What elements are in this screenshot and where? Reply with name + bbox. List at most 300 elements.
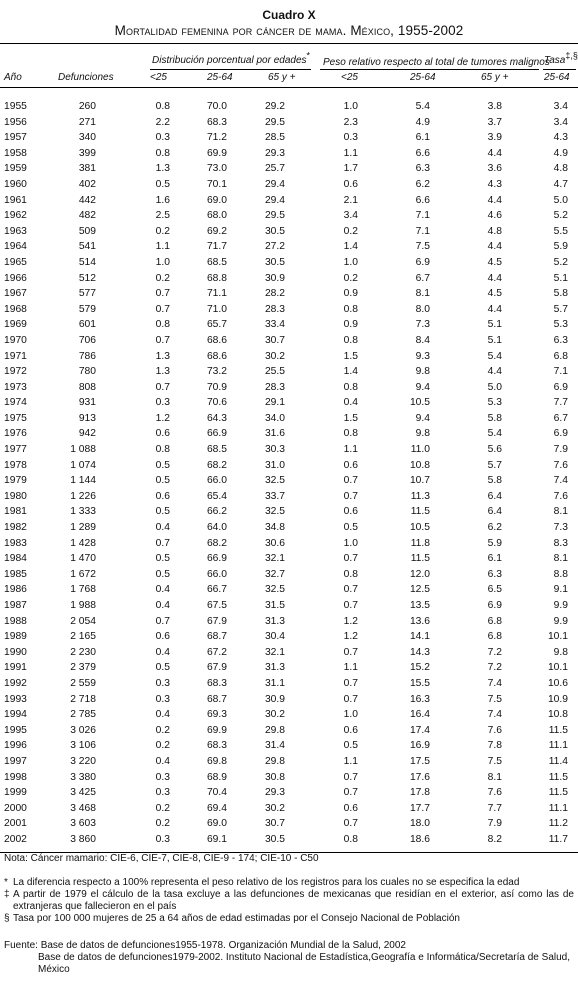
- cell-defunciones: 2 165: [70, 631, 96, 643]
- cell-peso-65: 7.4: [487, 677, 502, 689]
- table-row: [0, 161, 578, 177]
- cell-peso-65: 8.2: [487, 833, 502, 845]
- source: [4, 940, 574, 976]
- cell-peso-25-64: 10.5: [409, 522, 430, 534]
- cell-dist-65: 32.5: [264, 506, 285, 518]
- cell-dist-65: 32.5: [264, 475, 285, 487]
- table-row: [0, 177, 578, 193]
- cell-tasa: 6.8: [553, 350, 568, 362]
- table-row: [0, 832, 578, 848]
- cell-ano: 1965: [4, 256, 27, 268]
- cell-dist-65: 30.9: [264, 693, 285, 705]
- cell-defunciones: 2 230: [70, 646, 96, 658]
- cell-tasa: 5.7: [553, 303, 568, 315]
- cell-dist-lt25: 0.4: [155, 646, 170, 658]
- cell-ano: 1958: [4, 147, 27, 159]
- cell-peso-lt25: 0.7: [343, 771, 358, 783]
- cell-dist-25-64: 70.9: [206, 381, 227, 393]
- cell-dist-25-64: 70.6: [206, 397, 227, 409]
- cell-tasa: 7.3: [553, 522, 568, 534]
- cell-peso-65: 6.9: [487, 600, 502, 611]
- table-row: [0, 333, 578, 349]
- table-row: [0, 692, 578, 708]
- cell-peso-25-64: 13.6: [409, 615, 430, 627]
- cell-peso-lt25: 0.3: [343, 132, 358, 144]
- cell-tasa: 3.4: [553, 101, 568, 112]
- cell-peso-65: 7.4: [487, 709, 502, 721]
- cell-dist-lt25: 0.3: [155, 787, 170, 799]
- cell-peso-65: 5.1: [487, 334, 502, 346]
- cell-dist-lt25: 0.2: [155, 740, 170, 752]
- cell-ano: 1960: [4, 178, 27, 190]
- cell-ano: 1977: [4, 444, 27, 456]
- cell-peso-25-64: 11.5: [410, 506, 430, 518]
- cell-ano: 1981: [4, 506, 27, 518]
- cell-defunciones: 3 106: [70, 740, 96, 752]
- cell-tasa: 7.4: [553, 475, 568, 487]
- cell-tasa: 3.4: [553, 116, 568, 128]
- cell-peso-lt25: 0.6: [343, 459, 358, 471]
- cell-ano: 1964: [4, 241, 27, 253]
- cell-defunciones: 1 144: [70, 475, 96, 487]
- table-row: [0, 738, 578, 754]
- cell-peso-65: 3.7: [487, 116, 502, 128]
- cell-dist-25-64: 68.2: [206, 537, 227, 549]
- cell-dist-65: 33.4: [264, 319, 285, 331]
- cell-dist-lt25: 0.2: [155, 818, 170, 830]
- cell-peso-25-64: 11.0: [410, 444, 430, 456]
- table-row: [0, 754, 578, 770]
- table-row: [0, 364, 578, 380]
- cell-tasa: 11.2: [548, 818, 568, 830]
- table-row: [0, 302, 578, 318]
- cell-peso-lt25: 0.7: [343, 584, 358, 596]
- cell-ano: 1994: [4, 709, 27, 721]
- footnote-text: La diferencia respecto a 100% representa el peso relativo de los registros para los cuales no se especifica la edad: [13, 877, 520, 888]
- cell-tasa: 7.6: [553, 490, 568, 502]
- cell-peso-lt25: 0.2: [343, 272, 358, 284]
- header-defunciones: Defunciones: [58, 72, 114, 83]
- cell-defunciones: 2 785: [70, 709, 96, 721]
- header-peso-25-64: 25-64: [410, 72, 436, 83]
- cell-peso-lt25: 0.6: [343, 178, 358, 190]
- mortality-table-body: [0, 99, 578, 848]
- header-tasa-25-64: 25-64: [544, 72, 570, 83]
- cell-peso-25-64: 10.8: [409, 459, 430, 471]
- cell-peso-65: 7.6: [487, 787, 502, 799]
- cell-dist-65: 31.0: [264, 459, 285, 471]
- cell-peso-65: 5.3: [487, 397, 502, 409]
- cell-ano: 1989: [4, 631, 27, 643]
- table-row: [0, 660, 578, 676]
- cell-peso-lt25: 0.7: [343, 787, 358, 799]
- cell-dist-65: 29.4: [264, 194, 285, 206]
- cell-defunciones: 1 074: [70, 459, 96, 471]
- cell-defunciones: 482: [78, 210, 96, 222]
- cell-dist-lt25: 0.2: [155, 225, 170, 237]
- cell-peso-65: 7.6: [487, 724, 502, 736]
- cell-dist-lt25: 0.4: [155, 709, 170, 721]
- cell-tasa: 10.9: [547, 693, 568, 705]
- cell-peso-lt25: 2.1: [343, 194, 358, 206]
- table-row: [0, 582, 578, 598]
- cell-dist-25-64: 67.9: [206, 662, 227, 674]
- cell-tasa: 5.2: [553, 210, 568, 222]
- cell-tasa: 11.5: [548, 787, 568, 799]
- cell-tasa: 10.1: [547, 631, 568, 643]
- cell-tasa: 7.6: [553, 459, 568, 471]
- cell-peso-65: 8.1: [487, 771, 502, 783]
- cell-ano: 1961: [4, 194, 27, 206]
- cell-ano: 1978: [4, 459, 27, 471]
- cell-dist-65: 34.0: [264, 412, 285, 424]
- cell-peso-lt25: 0.4: [343, 397, 358, 409]
- cell-dist-65: 31.6: [264, 428, 285, 440]
- cell-defunciones: 786: [78, 350, 96, 362]
- cell-peso-65: 7.2: [487, 646, 502, 658]
- cell-dist-65: 29.8: [264, 724, 285, 736]
- cell-dist-lt25: 0.4: [155, 755, 170, 767]
- table-row: [0, 614, 578, 630]
- cell-peso-25-64: 7.3: [415, 319, 430, 331]
- table-row: [0, 770, 578, 786]
- cell-dist-65: 30.4: [264, 631, 285, 643]
- cell-peso-25-64: 6.6: [415, 147, 430, 159]
- cell-defunciones: 2 054: [70, 615, 96, 627]
- cell-ano: 1980: [4, 490, 27, 502]
- cell-defunciones: 3 603: [70, 818, 96, 830]
- header-peso-lt25: <25: [341, 72, 358, 83]
- cell-dist-25-64: 68.3: [206, 677, 227, 689]
- cell-dist-25-64: 71.7: [206, 241, 227, 253]
- cell-peso-25-64: 11.8: [410, 537, 430, 549]
- cell-defunciones: 3 380: [70, 771, 96, 783]
- cell-defunciones: 541: [78, 241, 96, 253]
- cell-dist-65: 29.1: [264, 397, 285, 409]
- cell-defunciones: 1 428: [70, 537, 96, 549]
- cell-defunciones: 1 768: [70, 584, 96, 596]
- cell-dist-65: 32.5: [264, 584, 285, 596]
- cell-peso-25-64: 6.3: [415, 163, 430, 175]
- cell-dist-lt25: 1.3: [155, 350, 170, 362]
- cell-ano: 1991: [4, 662, 27, 674]
- cell-dist-65: 30.5: [264, 833, 285, 845]
- cell-tasa: 9.8: [553, 646, 568, 658]
- cell-ano: 1971: [4, 350, 27, 362]
- cell-peso-lt25: 1.7: [343, 163, 358, 175]
- table-row: [0, 239, 578, 255]
- cell-tasa: 11.5: [548, 771, 568, 783]
- cell-peso-lt25: 1.1: [343, 444, 358, 456]
- cell-peso-25-64: 10.5: [409, 397, 430, 409]
- cell-peso-25-64: 5.4: [415, 101, 430, 112]
- cell-dist-lt25: 0.4: [155, 600, 170, 611]
- table-note: Nota: Cáncer mamario: CIE-6, CIE-7, CIE-8, CIE-9 - 174; CIE-10 - C50: [4, 853, 319, 864]
- table-row: [0, 785, 578, 801]
- cell-tasa: 4.9: [553, 147, 568, 159]
- cell-dist-65: 30.5: [264, 256, 285, 268]
- table-row: [0, 208, 578, 224]
- cell-tasa: 4.7: [553, 178, 568, 190]
- cell-ano: 1973: [4, 381, 27, 393]
- cell-dist-lt25: 0.7: [155, 381, 170, 393]
- cell-ano: 2000: [4, 802, 27, 814]
- cell-peso-25-64: 17.6: [409, 771, 430, 783]
- cell-dist-65: 29.3: [264, 787, 285, 799]
- footnote: [4, 889, 574, 913]
- footnote: [4, 877, 574, 889]
- cell-peso-25-64: 18.0: [409, 818, 430, 830]
- cell-dist-25-64: 68.0: [206, 210, 227, 222]
- cell-dist-65: 32.1: [264, 646, 285, 658]
- table-row: [0, 504, 578, 520]
- cell-dist-65: 29.2: [264, 101, 285, 112]
- cell-dist-lt25: 0.5: [155, 662, 170, 674]
- cell-ano: 1975: [4, 412, 27, 424]
- cell-defunciones: 1 470: [70, 553, 96, 565]
- cell-dist-65: 30.3: [264, 444, 285, 456]
- mortality-table: [0, 99, 578, 848]
- cell-peso-lt25: 1.0: [343, 709, 358, 721]
- cell-dist-25-64: 69.9: [206, 147, 227, 159]
- table-row: [0, 458, 578, 474]
- cell-dist-lt25: 0.7: [155, 615, 170, 627]
- cell-dist-25-64: 66.9: [206, 428, 227, 440]
- cell-tasa: 11.4: [548, 755, 568, 767]
- cell-tasa: 11.1: [548, 802, 568, 814]
- cell-peso-65: 7.5: [487, 755, 502, 767]
- cell-dist-25-64: 69.3: [206, 709, 227, 721]
- cell-dist-65: 28.5: [264, 132, 285, 144]
- cell-dist-65: 30.7: [264, 334, 285, 346]
- cell-dist-25-64: 65.7: [206, 319, 227, 331]
- cell-dist-lt25: 0.7: [155, 288, 170, 300]
- cell-peso-65: 5.4: [487, 428, 502, 440]
- cell-peso-65: 4.4: [487, 194, 502, 206]
- cell-peso-lt25: 0.5: [343, 522, 358, 534]
- cell-dist-25-64: 66.7: [206, 584, 227, 596]
- table-row: [0, 598, 578, 614]
- cell-dist-25-64: 73.0: [206, 163, 227, 175]
- cell-defunciones: 260: [78, 101, 96, 112]
- cell-dist-25-64: 70.0: [206, 101, 227, 112]
- cell-tasa: 8.3: [553, 537, 568, 549]
- cell-peso-25-64: 6.7: [415, 272, 430, 284]
- table-row: [0, 193, 578, 209]
- cell-dist-lt25: 0.8: [155, 319, 170, 331]
- cell-dist-lt25: 0.3: [155, 833, 170, 845]
- cell-dist-25-64: 68.5: [206, 444, 227, 456]
- cell-ano: 1987: [4, 600, 27, 611]
- cell-peso-65: 6.1: [487, 553, 502, 565]
- cell-dist-lt25: 0.7: [155, 303, 170, 315]
- cell-defunciones: 601: [78, 319, 96, 331]
- cell-dist-25-64: 68.7: [206, 693, 227, 705]
- cell-dist-25-64: 66.0: [206, 475, 227, 487]
- cell-ano: 1998: [4, 771, 27, 783]
- cell-defunciones: 1 289: [70, 522, 96, 534]
- cell-dist-65: 32.1: [264, 553, 285, 565]
- cell-ano: 1962: [4, 210, 27, 222]
- cell-defunciones: 509: [78, 225, 96, 237]
- cell-dist-25-64: 69.2: [206, 225, 227, 237]
- cell-peso-65: 7.5: [487, 693, 502, 705]
- table-row: [0, 801, 578, 817]
- cell-defunciones: 514: [78, 256, 96, 268]
- cell-dist-25-64: 66.2: [206, 506, 227, 518]
- cell-ano: 1970: [4, 334, 27, 346]
- top-rule: [0, 43, 578, 44]
- cell-tasa: 9.1: [553, 584, 568, 596]
- cell-ano: 1966: [4, 272, 27, 284]
- cell-peso-65: 4.5: [487, 256, 502, 268]
- header-dist-25-64: 25-64: [207, 72, 233, 83]
- table-row: [0, 551, 578, 567]
- cell-peso-25-64: 14.1: [409, 631, 430, 643]
- cell-peso-lt25: 0.7: [343, 646, 358, 658]
- table-row: [0, 723, 578, 739]
- cell-dist-65: 28.3: [264, 381, 285, 393]
- cell-peso-lt25: 1.5: [343, 350, 358, 362]
- cell-dist-lt25: 0.8: [155, 444, 170, 456]
- cell-dist-25-64: 69.8: [206, 755, 227, 767]
- cell-dist-25-64: 69.0: [206, 818, 227, 830]
- cell-defunciones: 577: [78, 288, 96, 300]
- table-row: [0, 489, 578, 505]
- cell-defunciones: 913: [78, 412, 96, 424]
- cell-defunciones: 579: [78, 303, 96, 315]
- cell-dist-25-64: 69.0: [206, 194, 227, 206]
- table-row: [0, 629, 578, 645]
- cell-peso-65: 3.8: [487, 101, 502, 112]
- cell-peso-lt25: 0.8: [343, 334, 358, 346]
- cell-ano: 1963: [4, 225, 27, 237]
- cell-peso-65: 6.4: [487, 506, 502, 518]
- cell-dist-lt25: 1.1: [155, 241, 170, 253]
- cell-peso-65: 4.4: [487, 303, 502, 315]
- cell-dist-25-64: 69.1: [206, 833, 227, 845]
- cell-defunciones: 1 988: [70, 600, 96, 611]
- cell-peso-lt25: 1.0: [343, 537, 358, 549]
- cell-peso-65: 4.4: [487, 147, 502, 159]
- cell-peso-lt25: 3.4: [343, 210, 358, 222]
- cell-dist-65: 29.5: [264, 116, 285, 128]
- cell-peso-25-64: 6.1: [415, 132, 430, 144]
- cell-ano: 1955: [4, 101, 27, 112]
- cell-dist-65: 31.3: [264, 615, 285, 627]
- cell-tasa: 11.7: [548, 833, 568, 845]
- cell-dist-25-64: 70.1: [206, 178, 227, 190]
- cell-peso-25-64: 9.4: [415, 381, 430, 393]
- cell-dist-65: 34.8: [264, 522, 285, 534]
- cell-dist-lt25: 0.5: [155, 553, 170, 565]
- cell-dist-lt25: 0.7: [155, 334, 170, 346]
- cell-ano: 1969: [4, 319, 27, 331]
- cell-peso-lt25: 0.8: [343, 381, 358, 393]
- cell-peso-65: 3.9: [487, 132, 502, 144]
- cell-ano: 1976: [4, 428, 27, 440]
- cell-peso-lt25: 1.0: [343, 101, 358, 112]
- table-row: [0, 520, 578, 536]
- source-line: Base de datos de defunciones1979-2002. Instituto Nacional de Estadística,Geografía e Informática/Secretaría de Salud, México: [38, 952, 571, 975]
- cell-dist-25-64: 71.0: [206, 303, 227, 315]
- cell-dist-65: 29.4: [264, 178, 285, 190]
- cell-ano: 1957: [4, 132, 27, 144]
- cell-dist-25-64: 68.6: [206, 350, 227, 362]
- cell-dist-25-64: 69.4: [206, 802, 227, 814]
- cell-peso-lt25: 1.1: [343, 755, 358, 767]
- cell-dist-25-64: 68.8: [206, 272, 227, 284]
- cell-tasa: 10.1: [547, 662, 568, 674]
- cell-dist-lt25: 1.3: [155, 366, 170, 378]
- header-bottom-rule: [0, 87, 578, 88]
- cell-peso-65: 5.0: [487, 381, 502, 393]
- table-row: [0, 115, 578, 131]
- footnote: [4, 913, 574, 925]
- cell-dist-65: 29.8: [264, 755, 285, 767]
- cell-peso-25-64: 9.8: [415, 428, 430, 440]
- cell-ano: 1984: [4, 553, 27, 565]
- cell-peso-65: 5.8: [487, 475, 502, 487]
- cell-peso-65: 4.4: [487, 241, 502, 253]
- cell-peso-25-64: 11.5: [410, 553, 430, 565]
- cell-ano: 1990: [4, 646, 27, 658]
- cell-dist-25-64: 68.7: [206, 631, 227, 643]
- cell-peso-lt25: 0.7: [343, 600, 358, 611]
- cell-dist-25-64: 70.4: [206, 787, 227, 799]
- table-title: Mortalidad femenina por cáncer de mama. México, 1955-2002: [114, 23, 464, 38]
- cell-tasa: 4.8: [553, 163, 568, 175]
- cell-dist-65: 31.4: [264, 740, 285, 752]
- cell-peso-65: 5.8: [487, 412, 502, 424]
- cell-peso-65: 7.8: [487, 740, 502, 752]
- cell-peso-25-64: 18.6: [409, 833, 430, 845]
- cell-dist-65: 31.1: [264, 677, 285, 689]
- cell-defunciones: 2 379: [70, 662, 96, 674]
- cell-peso-lt25: 0.5: [343, 740, 358, 752]
- header-ano: Año: [4, 72, 22, 83]
- cell-dist-25-64: 66.0: [206, 568, 227, 580]
- cell-peso-lt25: 1.4: [343, 366, 358, 378]
- header-dist-lt25: <25: [150, 72, 167, 83]
- cell-defunciones: 3 468: [70, 802, 96, 814]
- cell-dist-lt25: 0.2: [155, 724, 170, 736]
- group-rule-tasa: [543, 69, 576, 70]
- cell-tasa: 9.9: [553, 600, 568, 611]
- cell-tasa: 5.9: [553, 241, 568, 253]
- cell-ano: 1996: [4, 740, 27, 752]
- cell-peso-lt25: 0.9: [343, 288, 358, 300]
- cell-defunciones: 381: [78, 163, 96, 175]
- cell-peso-25-64: 7.1: [415, 225, 430, 237]
- header-group-peso: Peso relativo respecto al total de tumores malignos: [323, 57, 550, 68]
- cell-peso-lt25: 0.9: [343, 319, 358, 331]
- cell-dist-lt25: 0.3: [155, 132, 170, 144]
- cell-dist-lt25: 0.5: [155, 568, 170, 580]
- cell-ano: 1979: [4, 475, 27, 487]
- cell-dist-25-64: 66.9: [206, 553, 227, 565]
- group-rule-peso: [320, 69, 539, 70]
- cell-dist-lt25: 0.3: [155, 771, 170, 783]
- cell-peso-25-64: 16.4: [409, 709, 430, 721]
- cell-peso-65: 6.4: [487, 490, 502, 502]
- cell-dist-65: 27.2: [264, 241, 285, 253]
- cell-peso-lt25: 0.2: [343, 225, 358, 237]
- cell-dist-65: 29.5: [264, 210, 285, 222]
- cell-defunciones: 3 026: [70, 724, 96, 736]
- cell-peso-lt25: 0.6: [343, 506, 358, 518]
- cell-dist-lt25: 0.5: [155, 459, 170, 471]
